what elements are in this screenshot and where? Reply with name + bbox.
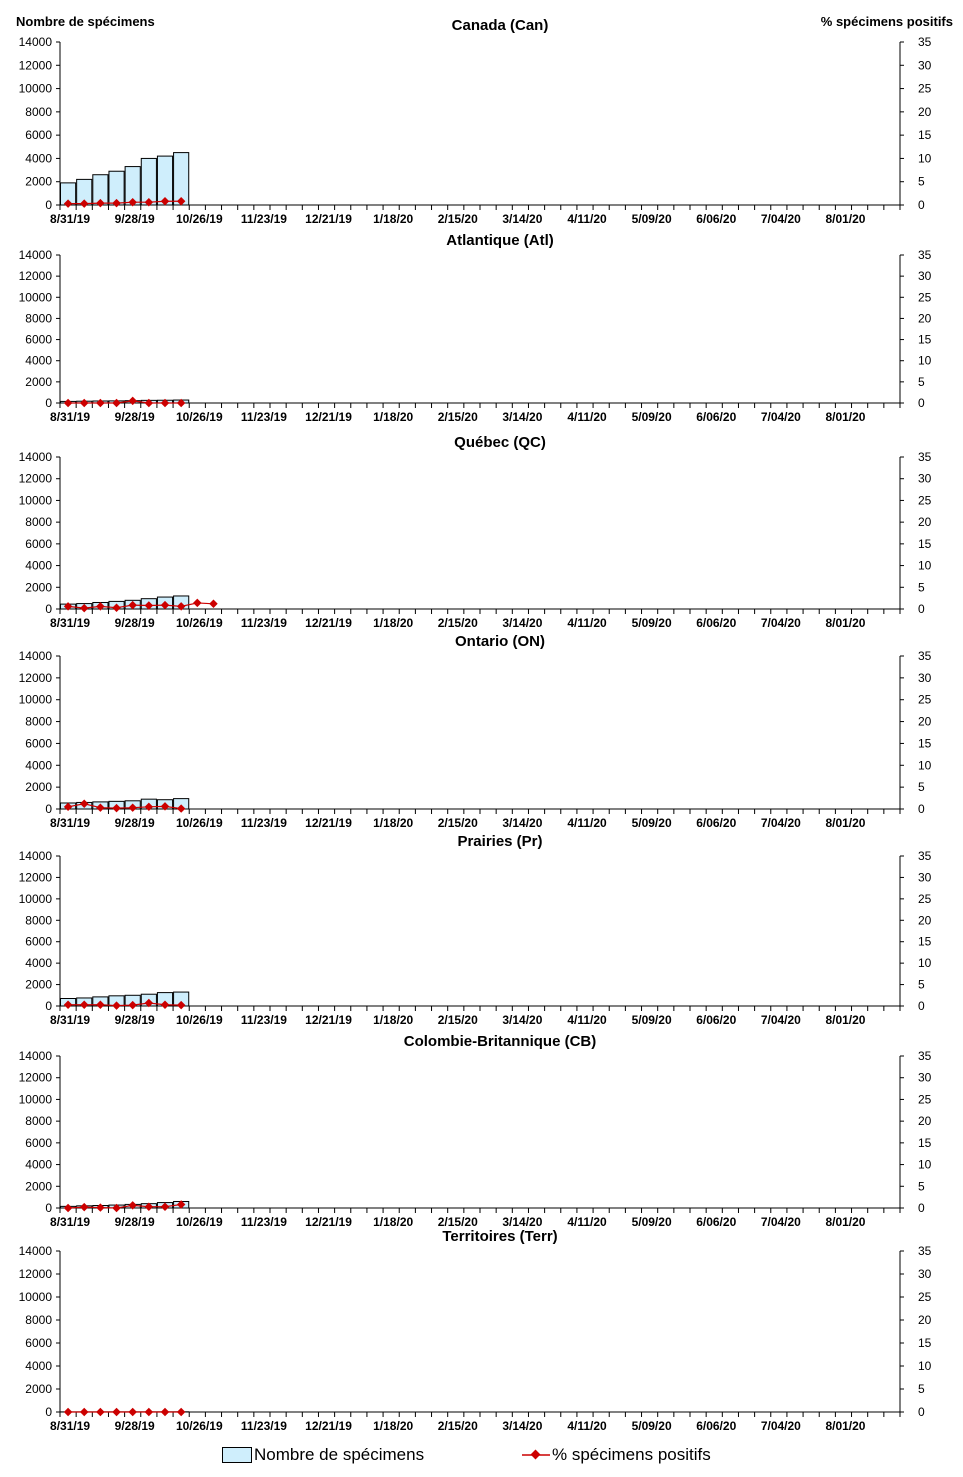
- right-tick-label: 0: [918, 1405, 925, 1419]
- left-tick-label: 10000: [18, 81, 52, 96]
- right-tick-label: 30: [918, 269, 932, 284]
- x-tick-label: 6/06/20: [696, 1419, 737, 1433]
- x-tick-label: 9/28/19: [114, 616, 155, 630]
- right-tick-label: 15: [918, 736, 932, 751]
- left-tick-label: 12000: [18, 670, 52, 685]
- right-tick-label: 10: [918, 353, 932, 368]
- x-tick-label: 7/04/20: [760, 816, 801, 830]
- right-tick-label: 35: [918, 35, 932, 49]
- x-tick-label: 7/04/20: [760, 212, 801, 226]
- legend-bar-label: Nombre de spécimens: [254, 1445, 425, 1464]
- right-tick-label: 30: [918, 870, 932, 885]
- left-tick-label: 0: [45, 602, 52, 616]
- x-tick-label: 6/06/20: [696, 1215, 737, 1229]
- x-tick-label: 1/18/20: [373, 616, 414, 630]
- x-tick-label: 6/06/20: [696, 410, 737, 424]
- x-tick-label: 6/06/20: [696, 212, 737, 226]
- x-tick-label: 6/06/20: [696, 816, 737, 830]
- left-tick-label: 10000: [18, 1092, 52, 1107]
- x-tick-label: 12/21/19: [305, 1013, 352, 1027]
- x-tick-label: 5/09/20: [631, 816, 672, 830]
- x-tick-label: 8/31/19: [50, 1419, 91, 1433]
- x-tick-label: 4/11/20: [567, 816, 607, 830]
- x-tick-label: 1/18/20: [373, 212, 414, 226]
- right-tick-label: 0: [918, 802, 925, 816]
- left-tick-label: 10000: [18, 290, 52, 305]
- right-tick-label: 30: [918, 471, 932, 486]
- x-tick-label: 12/21/19: [305, 212, 352, 226]
- right-tick-label: 15: [918, 536, 932, 551]
- right-tick-label: 25: [918, 493, 932, 508]
- right-tick-label: 0: [918, 396, 925, 410]
- left-tick-label: 2000: [25, 374, 52, 389]
- right-tick-label: 25: [918, 1092, 932, 1107]
- positivity-point: [64, 1408, 72, 1416]
- right-tick-label: 15: [918, 934, 932, 949]
- x-tick-label: 8/31/19: [50, 816, 91, 830]
- left-tick-label: 14000: [18, 450, 52, 464]
- x-tick-label: 2/15/20: [437, 816, 478, 830]
- x-tick-label: 4/11/20: [567, 616, 607, 630]
- x-tick-label: 1/18/20: [373, 1419, 414, 1433]
- x-tick-label: 3/14/20: [502, 410, 543, 424]
- left-tick-label: 2000: [25, 1382, 52, 1396]
- x-tick-label: 2/15/20: [437, 1013, 478, 1027]
- left-tick-label: 2000: [25, 1179, 52, 1194]
- x-tick-label: 1/18/20: [373, 1215, 414, 1229]
- legend-line-swatch: [522, 1448, 550, 1462]
- left-tick-label: 8000: [25, 1313, 52, 1327]
- x-tick-label: 7/04/20: [760, 1419, 801, 1433]
- right-tick-label: 30: [918, 1070, 932, 1085]
- right-tick-label: 20: [918, 311, 932, 326]
- x-tick-label: 3/14/20: [502, 212, 543, 226]
- x-tick-label: 11/23/19: [240, 1013, 287, 1027]
- right-tick-label: 35: [918, 450, 932, 464]
- left-tick-label: 12000: [18, 1267, 52, 1281]
- right-tick-label: 0: [918, 1201, 925, 1215]
- x-tick-label: 3/14/20: [502, 616, 543, 630]
- right-tick-label: 20: [918, 714, 932, 729]
- x-tick-label: 4/11/20: [567, 1215, 607, 1229]
- x-tick-label: 7/04/20: [760, 410, 801, 424]
- right-tick-label: 5: [918, 374, 925, 389]
- positivity-point: [112, 399, 120, 407]
- x-tick-label: 8/01/20: [825, 1215, 866, 1229]
- left-tick-label: 12000: [18, 1070, 52, 1085]
- left-tick-label: 8000: [25, 714, 52, 729]
- right-tick-label: 20: [918, 104, 932, 119]
- left-tick-label: 6000: [25, 1336, 52, 1350]
- x-tick-label: 8/31/19: [50, 212, 91, 226]
- positivity-point: [193, 599, 201, 607]
- right-tick-label: 20: [918, 1114, 932, 1129]
- positivity-point: [161, 1408, 169, 1416]
- x-tick-label: 6/06/20: [696, 1013, 737, 1027]
- x-tick-label: 7/04/20: [760, 1215, 801, 1229]
- x-tick-label: 7/04/20: [760, 1013, 801, 1027]
- x-tick-label: 8/01/20: [825, 212, 866, 226]
- positivity-point: [64, 399, 72, 407]
- right-tick-label: 15: [918, 332, 932, 347]
- right-tick-label: 25: [918, 692, 932, 707]
- x-tick-label: 4/11/20: [567, 1419, 607, 1433]
- x-tick-label: 11/23/19: [240, 1419, 287, 1433]
- left-tick-label: 4000: [25, 353, 52, 368]
- x-tick-label: 9/28/19: [114, 816, 155, 830]
- right-tick-label: 10: [918, 558, 932, 573]
- left-tick-label: 14000: [18, 1049, 52, 1063]
- right-tick-label: 15: [918, 1135, 932, 1150]
- x-tick-label: 1/18/20: [373, 1013, 414, 1027]
- x-tick-label: 8/01/20: [825, 816, 866, 830]
- x-tick-label: 1/18/20: [373, 816, 414, 830]
- x-tick-label: 9/28/19: [114, 1013, 155, 1027]
- x-tick-label: 2/15/20: [437, 1419, 478, 1433]
- x-tick-label: 8/01/20: [825, 410, 866, 424]
- positivity-point: [112, 1408, 120, 1416]
- chart-title: Colombie-Britannique (CB): [403, 1033, 597, 1050]
- x-tick-label: 4/11/20: [567, 212, 607, 226]
- chart-title: Ontario (ON): [455, 633, 545, 650]
- left-tick-label: 2000: [25, 780, 52, 795]
- left-tick-label: 10000: [18, 692, 52, 707]
- chart-title: Québec (QC): [454, 434, 546, 451]
- right-tick-label: 0: [918, 602, 925, 616]
- x-tick-label: 4/11/20: [567, 1013, 607, 1027]
- right-tick-label: 5: [918, 580, 925, 595]
- x-tick-label: 12/21/19: [305, 410, 352, 424]
- x-tick-label: 5/09/20: [631, 410, 672, 424]
- x-tick-label: 11/23/19: [240, 410, 287, 424]
- right-tick-label: 5: [918, 780, 925, 795]
- left-tick-label: 6000: [25, 934, 52, 949]
- left-tick-label: 2000: [25, 174, 52, 189]
- left-axis-title: Nombre de spécimens: [16, 14, 155, 29]
- positivity-point: [80, 1408, 88, 1416]
- x-tick-label: 12/21/19: [305, 616, 352, 630]
- right-axis-title: % spécimens positifs: [820, 14, 953, 29]
- left-tick-label: 12000: [18, 269, 52, 284]
- x-tick-label: 8/01/20: [825, 1419, 866, 1433]
- left-tick-label: 14000: [18, 649, 52, 663]
- left-tick-label: 4000: [25, 956, 52, 971]
- left-tick-label: 0: [45, 1405, 52, 1419]
- legend-line: [522, 1445, 711, 1465]
- right-tick-label: 5: [918, 977, 925, 992]
- left-tick-label: 8000: [25, 104, 52, 119]
- left-tick-label: 12000: [18, 471, 52, 486]
- right-tick-label: 30: [918, 1267, 932, 1281]
- left-tick-label: 6000: [25, 1135, 52, 1150]
- positivity-point: [145, 1408, 153, 1416]
- x-tick-label: 6/06/20: [696, 616, 737, 630]
- x-tick-label: 10/26/19: [175, 616, 223, 630]
- x-tick-label: 3/14/20: [502, 816, 543, 830]
- left-tick-label: 10000: [18, 493, 52, 508]
- right-tick-label: 0: [918, 999, 925, 1013]
- x-tick-label: 10/26/19: [175, 1215, 223, 1229]
- chart-title: Territoires (Terr): [442, 1228, 558, 1245]
- left-tick-label: 4000: [25, 151, 52, 166]
- x-tick-label: 8/31/19: [50, 616, 91, 630]
- legend-bar-swatch: [222, 1447, 252, 1463]
- x-tick-label: 9/28/19: [114, 410, 155, 424]
- x-tick-label: 8/01/20: [825, 616, 866, 630]
- left-tick-label: 12000: [18, 58, 52, 73]
- positivity-point: [96, 1203, 104, 1211]
- x-tick-label: 7/04/20: [760, 616, 801, 630]
- right-tick-label: 20: [918, 515, 932, 530]
- left-tick-label: 10000: [18, 891, 52, 906]
- left-tick-label: 14000: [18, 35, 52, 49]
- x-tick-label: 3/14/20: [502, 1215, 543, 1229]
- right-tick-label: 10: [918, 151, 932, 166]
- x-tick-label: 2/15/20: [437, 1215, 478, 1229]
- right-tick-label: 10: [918, 1157, 932, 1172]
- legend-line-label: % spécimens positifs: [552, 1445, 711, 1464]
- x-tick-label: 4/11/20: [567, 410, 607, 424]
- positivity-point: [128, 397, 136, 405]
- right-tick-label: 25: [918, 891, 932, 906]
- left-tick-label: 2000: [25, 977, 52, 992]
- positivity-point: [209, 600, 217, 608]
- left-tick-label: 0: [45, 1201, 52, 1215]
- x-tick-label: 8/31/19: [50, 1215, 91, 1229]
- x-tick-label: 12/21/19: [305, 1419, 352, 1433]
- left-tick-label: 0: [45, 396, 52, 410]
- left-tick-label: 12000: [18, 870, 52, 885]
- x-tick-label: 2/15/20: [437, 212, 478, 226]
- left-tick-label: 6000: [25, 128, 52, 143]
- x-tick-label: 11/23/19: [240, 212, 287, 226]
- positivity-point: [96, 1408, 104, 1416]
- left-tick-label: 8000: [25, 311, 52, 326]
- x-tick-label: 9/28/19: [114, 212, 155, 226]
- right-tick-label: 20: [918, 1313, 932, 1327]
- x-tick-label: 10/26/19: [175, 1419, 223, 1433]
- left-tick-label: 14000: [18, 849, 52, 863]
- x-tick-label: 5/09/20: [631, 1215, 672, 1229]
- x-tick-label: 8/31/19: [50, 410, 91, 424]
- left-tick-label: 0: [45, 802, 52, 816]
- right-tick-label: 35: [918, 649, 932, 663]
- x-tick-label: 11/23/19: [240, 1215, 287, 1229]
- right-tick-label: 35: [918, 1049, 932, 1063]
- chart-title: Canada (Can): [451, 17, 549, 34]
- x-tick-label: 8/01/20: [825, 1013, 866, 1027]
- right-tick-label: 25: [918, 290, 932, 305]
- x-tick-label: 5/09/20: [631, 616, 672, 630]
- left-tick-label: 14000: [18, 1244, 52, 1258]
- left-tick-label: 4000: [25, 1157, 52, 1172]
- positivity-point: [64, 1204, 72, 1212]
- legend-bars: [222, 1445, 424, 1465]
- x-tick-label: 2/15/20: [437, 616, 478, 630]
- right-tick-label: 10: [918, 1359, 932, 1373]
- right-tick-label: 5: [918, 1179, 925, 1194]
- left-tick-label: 4000: [25, 758, 52, 773]
- left-tick-label: 4000: [25, 1359, 52, 1373]
- left-tick-label: 6000: [25, 536, 52, 551]
- left-tick-label: 8000: [25, 515, 52, 530]
- x-tick-label: 5/09/20: [631, 1419, 672, 1433]
- positivity-point: [128, 1408, 136, 1416]
- right-tick-label: 25: [918, 1290, 932, 1304]
- x-tick-label: 12/21/19: [305, 1215, 352, 1229]
- positivity-point: [177, 1408, 185, 1416]
- x-tick-label: 1/18/20: [373, 410, 414, 424]
- x-tick-label: 3/14/20: [502, 1013, 543, 1027]
- chart-title: Prairies (Pr): [457, 833, 543, 850]
- right-tick-label: 10: [918, 956, 932, 971]
- right-tick-label: 0: [918, 198, 925, 212]
- x-tick-label: 10/26/19: [175, 816, 223, 830]
- right-tick-label: 35: [918, 248, 932, 262]
- x-tick-label: 11/23/19: [240, 816, 287, 830]
- right-tick-label: 30: [918, 670, 932, 685]
- left-tick-label: 4000: [25, 558, 52, 573]
- x-tick-label: 9/28/19: [114, 1215, 155, 1229]
- positivity-point: [96, 399, 104, 407]
- right-tick-label: 15: [918, 128, 932, 143]
- left-tick-label: 14000: [18, 248, 52, 262]
- positivity-point: [80, 399, 88, 407]
- chart-title: Atlantique (Atl): [446, 232, 554, 249]
- right-tick-label: 25: [918, 81, 932, 96]
- left-tick-label: 0: [45, 999, 52, 1013]
- left-tick-label: 6000: [25, 736, 52, 751]
- x-tick-label: 10/26/19: [175, 410, 223, 424]
- left-tick-label: 8000: [25, 1114, 52, 1129]
- positivity-point: [80, 1203, 88, 1211]
- x-tick-label: 3/14/20: [502, 1419, 543, 1433]
- right-tick-label: 5: [918, 174, 925, 189]
- x-tick-label: 12/21/19: [305, 816, 352, 830]
- left-tick-label: 2000: [25, 580, 52, 595]
- x-tick-label: 9/28/19: [114, 1419, 155, 1433]
- right-tick-label: 15: [918, 1336, 932, 1350]
- x-tick-label: 11/23/19: [240, 616, 287, 630]
- left-tick-label: 6000: [25, 332, 52, 347]
- x-tick-label: 10/26/19: [175, 212, 223, 226]
- right-tick-label: 30: [918, 58, 932, 73]
- right-tick-label: 10: [918, 758, 932, 773]
- x-tick-label: 8/31/19: [50, 1013, 91, 1027]
- left-tick-label: 10000: [18, 1290, 52, 1304]
- x-tick-label: 5/09/20: [631, 212, 672, 226]
- x-tick-label: 5/09/20: [631, 1013, 672, 1027]
- x-tick-label: 2/15/20: [437, 410, 478, 424]
- x-tick-label: 10/26/19: [175, 1013, 223, 1027]
- right-tick-label: 35: [918, 849, 932, 863]
- right-tick-label: 35: [918, 1244, 932, 1258]
- left-tick-label: 0: [45, 198, 52, 212]
- right-tick-label: 20: [918, 913, 932, 928]
- right-tick-label: 5: [918, 1382, 925, 1396]
- left-tick-label: 8000: [25, 913, 52, 928]
